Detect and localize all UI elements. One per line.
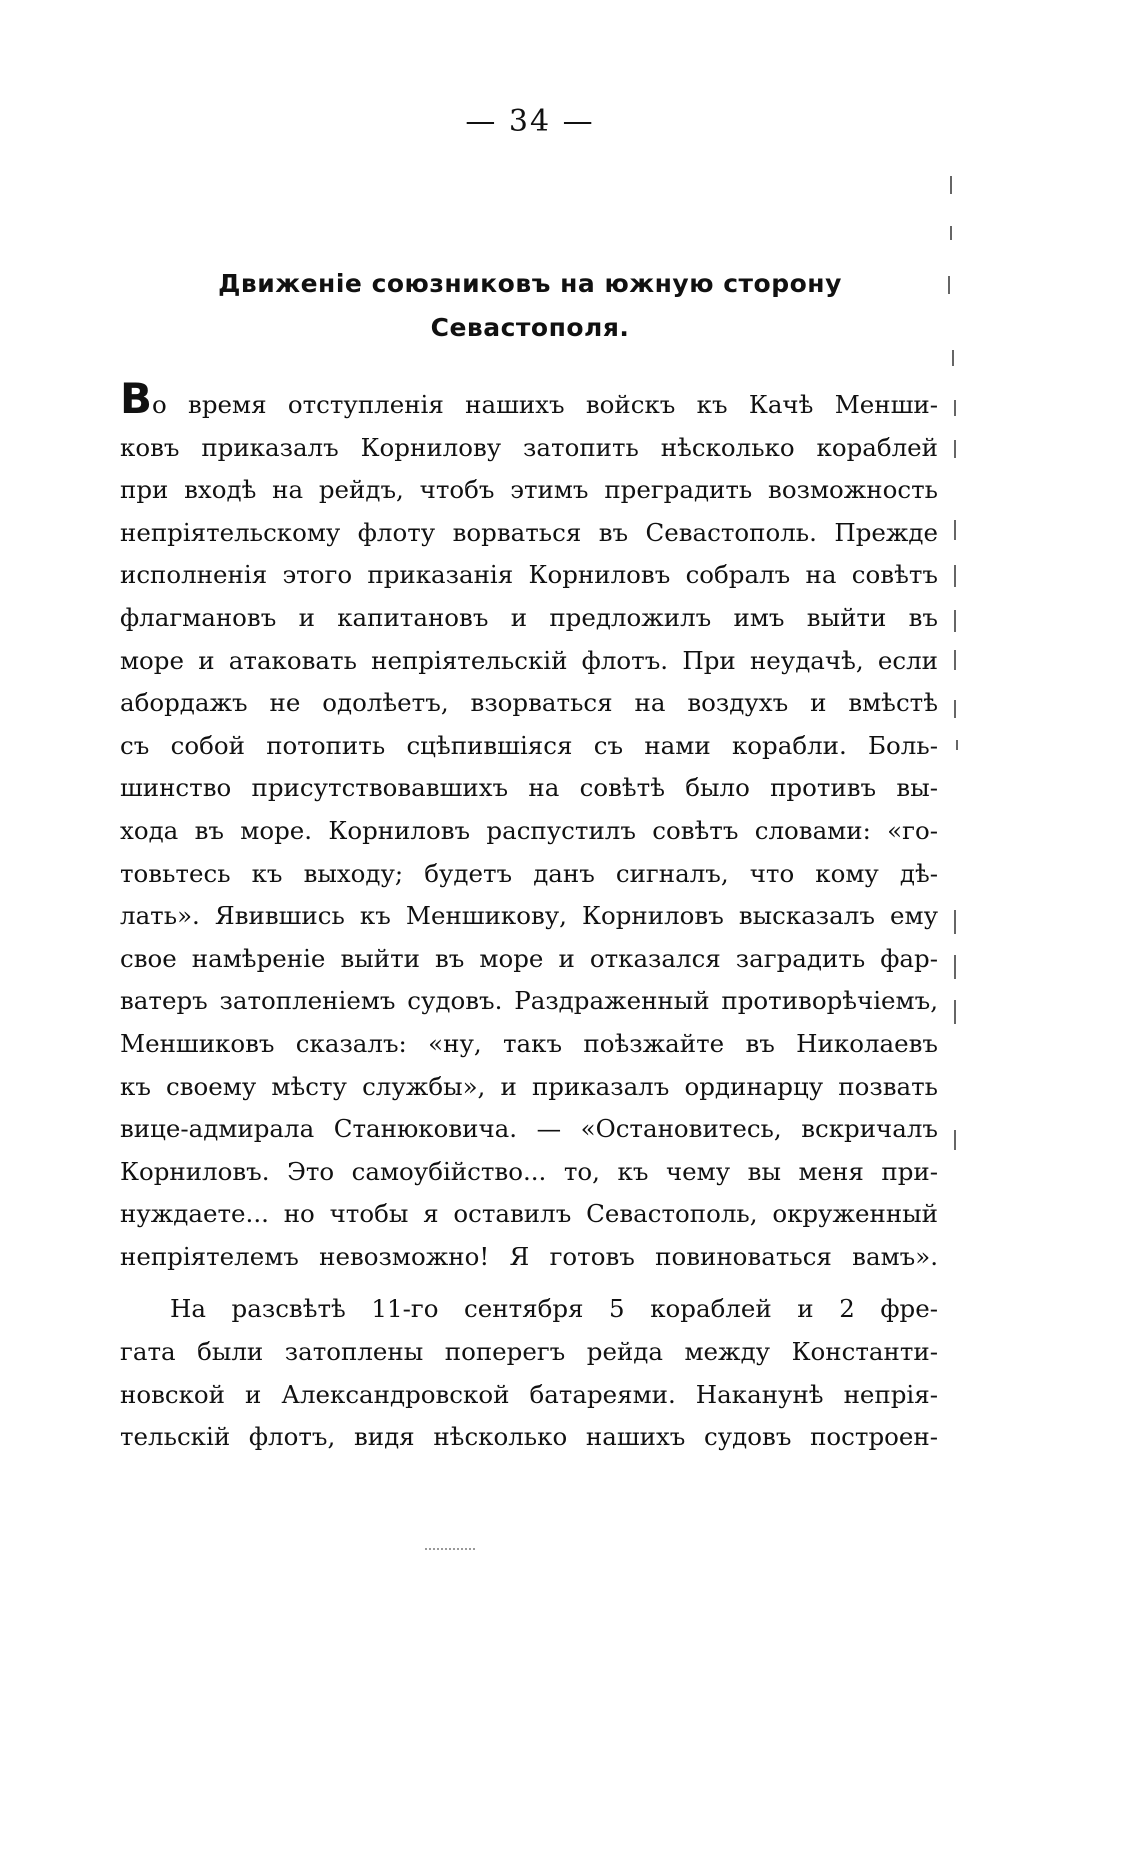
text-line: новской и Александровской батареями. Наканунѣ непрiя- [120,1379,938,1409]
edge-mark [956,740,958,750]
text-line: гата были затоплены поперегъ рейда между Константи- [120,1337,938,1367]
section-heading [180,262,880,350]
edge-mark [950,226,952,240]
text-line: шинство присутствовавшихъ на совѣтѣ было противъ вы- [120,773,938,803]
edge-mark [954,955,956,979]
text-line: На разсвѣтѣ 11-го сентября 5 кораблей и 2 фре- [170,1294,938,1324]
edge-mark [948,276,950,294]
text-line: Во время отступленiя нашихъ войскъ къ Качѣ Менши- [120,374,938,423]
edge-mark [950,176,952,194]
text-line: непрiятелемъ невозможно! Я готовъ повиноваться вамъ». [120,1241,938,1271]
page-number: — 34 — [465,104,595,139]
text-line: флагмановъ и капитановъ и предложилъ имъ выйти въ [120,602,938,632]
text-line: непрiятельскому флоту ворваться въ Севастополь. Прежде [120,517,938,547]
edge-mark [954,1000,956,1024]
text-line: Корниловъ. Это самоубiйство... то, къ чему вы меня при- [120,1156,938,1186]
edge-mark [954,610,956,632]
edge-mark [952,350,954,366]
text-line: съ собой потопить сцѣпившiяся съ нами корабли. Боль- [120,730,938,760]
text-line: при входѣ на рейдъ, чтобъ этимъ преградить возможность [120,475,938,505]
text-line: товьтесь къ выходу; будетъ данъ сигналъ, что кому дѣ- [120,858,938,888]
drop-cap: В [120,374,153,423]
edge-mark [954,400,956,416]
text-line: вице-адмирала Станюковича. — «Остановитесь, вскричалъ [120,1114,938,1144]
text-line: исполненiя этого приказанiя Корниловъ собралъ на совѣтъ [120,560,938,590]
text-line: ковъ приказалъ Корнилову затопить нѣсколько кораблей [120,432,938,462]
paragraph-2 [120,1288,938,1458]
text-line: свое намѣренiе выйти въ море и отказался заградить фар- [120,943,938,973]
heading-line-2: Севастополя. [430,313,630,342]
text-line: ватеръ затопленiемъ судовъ. Раздраженный противорѣчiемъ, [120,986,938,1016]
text-line: Меншиковъ сказалъ: «ну, такъ поѣзжайте въ Николаевъ [120,1028,938,1058]
text-line: хода въ море. Корниловъ распустилъ совѣтъ словами: «го- [120,815,938,845]
edge-mark [954,1130,956,1150]
text-line: абордажъ не одолѣетъ, взорваться на воздухъ и вмѣстѣ [120,688,938,718]
text-line: море и атаковать непрiятельскiй флотъ. При неудачѣ, если [120,645,938,675]
edge-mark [954,565,956,587]
scan-dots [425,1548,475,1550]
paragraph-1 [120,374,938,1278]
text-line: нуждаете... но чтобы я оставилъ Севастополь, окруженный [120,1199,938,1229]
text-line: къ своему мѣсту службы», и приказалъ ординарцу позвать [120,1071,938,1101]
body-text [120,374,938,1459]
text-line: лать». Явившись къ Меншикову, Корниловъ высказалъ ему [120,901,938,931]
paragraph-gap [120,1278,938,1288]
edge-mark [954,650,956,670]
heading-line-1: Движенiе союзниковъ на южную сторону [218,269,842,298]
edge-mark [954,440,956,458]
edge-mark [954,910,956,934]
text-line: тельскiй флотъ, видя нѣсколько нашихъ судовъ построен- [120,1422,938,1452]
edge-mark [954,700,956,718]
edge-mark [954,520,956,540]
